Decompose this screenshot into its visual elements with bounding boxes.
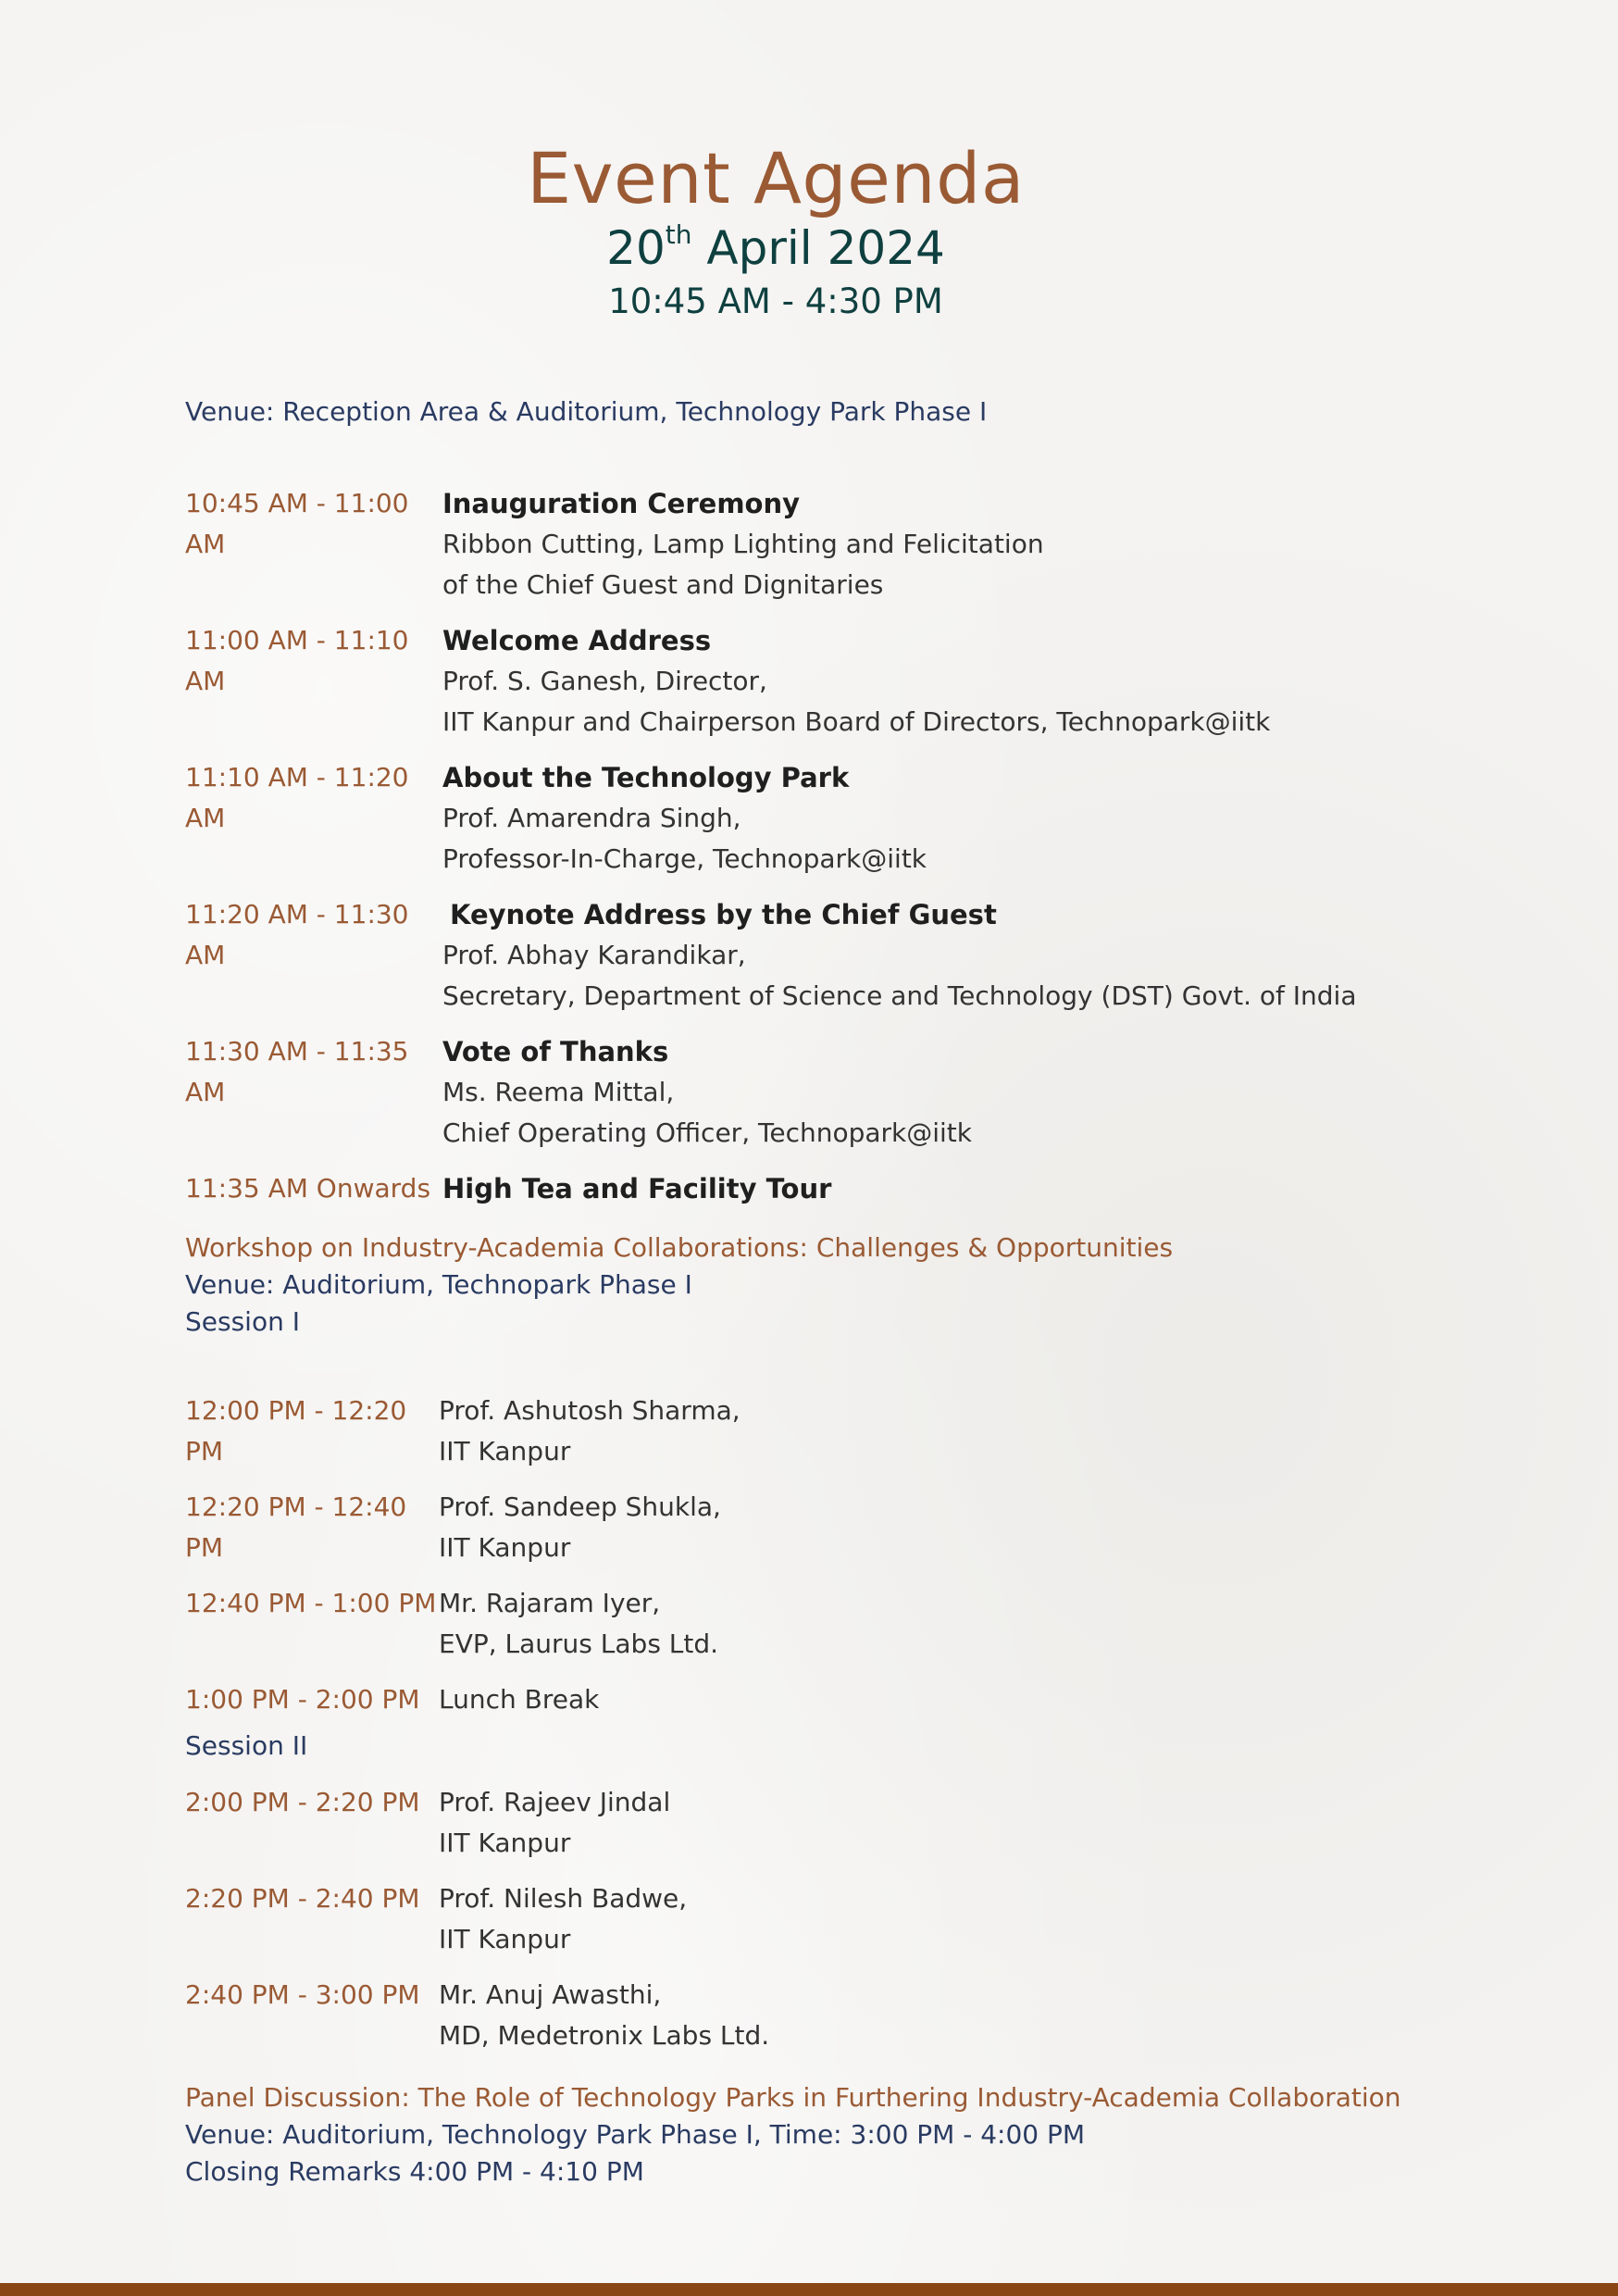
agenda-detail: EVP, Laurus Labs Ltd. (439, 1628, 719, 1659)
agenda-detail: Mr. Anuj Awasthi, (439, 1979, 662, 2010)
agenda-item (185, 1975, 769, 2056)
session-2-schedule (185, 1782, 769, 2071)
agenda-time: 1:00 PM - 2:00 PM (185, 1684, 420, 1715)
agenda-time: 11:00 AM - 11:10 AM (185, 625, 409, 696)
agenda-item (185, 1168, 1357, 1209)
agenda-detail: Chief Operating Officer, Technopark@iitk (442, 1117, 972, 1148)
agenda-detail: Professor-In-Charge, Technopark@iitk (442, 843, 927, 874)
agenda-detail: IIT Kanpur (439, 1436, 571, 1466)
agenda-item (185, 483, 1357, 605)
closing-remarks: Closing Remarks 4:00 PM - 4:10 PM (185, 2156, 644, 2187)
agenda-item (185, 1391, 741, 1472)
agenda-item (185, 894, 1357, 1017)
agenda-detail: MD, Medetronix Labs Ltd. (439, 2020, 770, 2051)
agenda-item (185, 1782, 769, 1864)
agenda-detail: Mr. Rajaram Iyer, (439, 1588, 661, 1618)
agenda-time: 2:20 PM - 2:40 PM (185, 1883, 420, 1914)
session-2-label: Session II (185, 1730, 308, 1761)
agenda-item (185, 1878, 769, 1960)
agenda-time: 12:40 PM - 1:00 PM (185, 1588, 437, 1618)
panel-title: Panel Discussion: The Role of Technology Parks in Furthering Industry-Academia Collaboration (185, 2082, 1401, 2113)
date-suffix: th (665, 219, 692, 251)
session-2-header (185, 1728, 307, 1765)
inauguration-venue (185, 396, 987, 427)
agenda-title: Vote of Thanks (442, 1036, 669, 1067)
session-1-label: Session I (185, 1306, 300, 1337)
agenda-item (185, 1583, 741, 1665)
agenda-item (185, 1487, 741, 1568)
agenda-detail: Prof. Nilesh Badwe, (439, 1883, 688, 1914)
agenda-title: Keynote Address by the Chief Guest (450, 899, 997, 930)
agenda-detail: Prof. Ashutosh Sharma, (439, 1395, 741, 1426)
agenda-item (185, 757, 1357, 880)
agenda-detail: IIT Kanpur (439, 1924, 571, 1954)
agenda-title: Welcome Address (442, 625, 712, 656)
agenda-detail: Prof. Rajeev Jindal (439, 1787, 671, 1817)
event-date (0, 219, 1551, 275)
agenda-time: 11:20 AM - 11:30 AM (185, 899, 409, 970)
agenda-time: 2:00 PM - 2:20 PM (185, 1787, 420, 1817)
agenda-time: 11:10 AM - 11:20 AM (185, 762, 409, 833)
workshop-venue: Venue: Auditorium, Technopark Phase I (185, 1269, 692, 1300)
agenda-detail: Ms. Reema Mittal, (442, 1077, 675, 1107)
page-title: Event Agenda (527, 137, 1025, 219)
agenda-time: 2:40 PM - 3:00 PM (185, 1979, 420, 2010)
panel-venue: Venue: Auditorium, Technology Park Phase I, Time: 3:00 PM - 4:00 PM (185, 2119, 1086, 2150)
inauguration-venue-text: Venue: Reception Area & Auditorium, Technology Park Phase I (185, 396, 988, 427)
agenda-time: 11:35 AM Onwards (185, 1173, 431, 1204)
inauguration-schedule (185, 483, 1357, 1224)
agenda-time: 10:45 AM - 11:00 AM (185, 488, 409, 559)
agenda-item (185, 620, 1357, 742)
agenda-title: About the Technology Park (442, 762, 850, 793)
agenda-time: 12:20 PM - 12:40 PM (185, 1491, 407, 1563)
agenda-detail: of the Chief Guest and Dignitaries (442, 569, 884, 600)
agenda-time: 11:30 AM - 11:35 AM (185, 1036, 409, 1107)
agenda-detail: Prof. Sandeep Shukla, (439, 1491, 721, 1522)
workshop-title: Workshop on Industry-Academia Collaborations: Challenges & Opportunities (185, 1232, 1174, 1263)
agenda-time: 12:00 PM - 12:20 PM (185, 1395, 407, 1466)
date-month-year: April 2024 (691, 221, 945, 275)
workshop-header (185, 1229, 1173, 1341)
agenda-detail: IIT Kanpur (439, 1532, 571, 1563)
agenda-detail: Lunch Break (439, 1684, 600, 1715)
agenda-item (185, 1031, 1357, 1154)
agenda-item (185, 1679, 741, 1720)
footer-bar (0, 2283, 1618, 2296)
agenda-detail: Prof. Abhay Karandikar, (442, 940, 746, 970)
agenda-header (0, 137, 1551, 321)
agenda-detail: Secretary, Department of Science and Technology (DST) Govt. of India (442, 980, 1357, 1011)
date-day: 20 (606, 221, 666, 275)
agenda-title: Inauguration Ceremony (442, 488, 801, 519)
panel-section (185, 2079, 1401, 2190)
agenda-detail: Ribbon Cutting, Lamp Lighting and Felicitation (442, 529, 1044, 559)
agenda-detail: IIT Kanpur and Chairperson Board of Directors, Technopark@iitk (442, 706, 1271, 737)
agenda-detail: IIT Kanpur (439, 1828, 571, 1858)
event-hours: 10:45 AM - 4:30 PM (608, 281, 943, 321)
agenda-title: High Tea and Facility Tour (442, 1173, 832, 1204)
agenda-detail: Prof. Amarendra Singh, (442, 803, 741, 833)
session-1-schedule (185, 1391, 741, 1735)
agenda-detail: Prof. S. Ganesh, Director, (442, 666, 767, 696)
